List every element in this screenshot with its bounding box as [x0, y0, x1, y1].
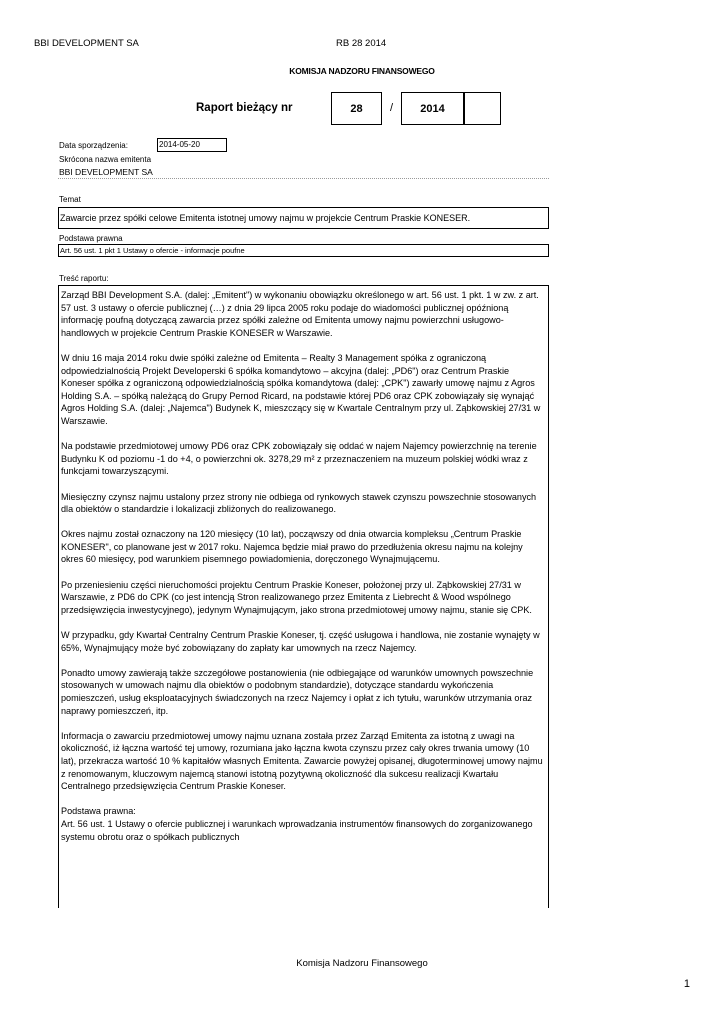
- content-paragraph: W dniu 16 maja 2014 roku dwie spółki zależne od Emitenta – Realty 3 Management spółka z ograniczoną odpowiedzialnością Projekt Developerski 6 spółka komandytowo – akcyjna (dalej: „PD6") oraz Centrum Praskie Koneser spółka z ograniczoną odpowiedzialnością spółka komandytowa (dalej: „CPK") zawarły umowę najmu z Agros Holding S.A. – spółką należącą do Grupy Pernod Ricard, na podstawie której PD6 oraz CPK zobowiązały się wynająć Agros Holding S.A. (dalej: „Najemca") Budynek K, mieszczący się w Kwartale Centralnym przy ul. Ząbkowskiej 27/31 w Warszawie.: [61, 352, 541, 426]
- content-paragraph: Miesięczny czynsz najmu ustalony przez strony nie odbiega od rynkowych stawek czynszu powszechnie stosowanych dla obiektów o standardzie i lokalizacji zbliżonych do realizowanego.: [61, 491, 537, 515]
- page-number: 1: [683, 978, 690, 990]
- content-paragraph: Okres najmu został oznaczony na 120 miesięcy (10 lat), począwszy od dnia otwarcia kompleksu „Centrum Praskie KONESER", co planowane jest w 2017 roku. Najemca będzie miał prawo do przedłużenia okresu najmu na kolejny okres 60 miesięcy, pod warunkiem pisemnego powiadomienia, doręczonego Wynajmującemu.: [61, 529, 523, 565]
- report-year-box: [401, 92, 464, 125]
- issuer-label: Skrócona nazwa emitenta: [59, 155, 152, 164]
- report-separator: /: [390, 102, 394, 114]
- report-number: 28: [350, 102, 363, 115]
- report-number-box: [331, 92, 382, 125]
- issuer-divider: [58, 178, 549, 179]
- report-extra-box: [464, 92, 501, 125]
- subject-field: Zawarcie przez spółki celowe Emitenta istotnej umowy najmu w projekcie Centrum Praskie KONESER.: [58, 207, 549, 229]
- report-title: Raport bieżący nr: [196, 102, 293, 114]
- closing-legal-value: Art. 56 ust. 1 Ustawy o ofercie publicznej i warunkach wprowadzania instrumentów finansowych do zorganizowanego systemu obrotu oraz o spółkach publicznych: [61, 818, 533, 842]
- report-content: [58, 285, 549, 908]
- legal-basis-label: Podstawa prawna: [59, 234, 123, 243]
- issuer-value: BBI DEVELOPMENT SA: [59, 167, 153, 177]
- content-paragraph: Zarząd BBI Development S.A. (dalej: „Emitent") w wykonaniu obowiązku określonego w art. 56 ust. 1 pkt. 1 w zw. z art. 57 ust. 3 ustawy o ofercie publicznej (…) z dnia 29 lipca 2005 roku podaje do wiadomości publicznej opóźnioną informację poufną dotyczącą zawarcia przez spółki zależne od Emitenta umowy najmu powierzchni usługowo-handlowych w projekcie Centrum Praskie KONESER w Warszawie.: [61, 290, 539, 338]
- footer-authority: Komisja Nadzoru Finansowego: [296, 958, 428, 969]
- subject-label: Temat: [59, 195, 81, 204]
- date-label: Data sporządzenia:: [59, 141, 128, 150]
- content-label: Treść raportu:: [59, 274, 109, 283]
- closing-legal-label: Podstawa prawna:: [61, 806, 136, 817]
- content-paragraph: Informacja o zawarciu przedmiotowej umowy najmu uznana została przez Zarząd Emitenta za istotną z uwagi na okoliczność, iż łączna wartość tej umowy, rozumiana jako łączna kwota czynszu przez cały okres trwania umowy (10 lat), przekracza wartość 10 % kapitałów własnych Emitenta. Zawarcie powyżej opisanej, długoterminowej umowy najmu z renomowanym, kluczowym najemcą stanowi istotną pozytywną okoliczność dla sukcesu realizacji Kwartału Centralnego przedsięwzięcia Centrum Praskie Koneser.: [61, 730, 543, 792]
- legal-basis-field: Art. 56 ust. 1 pkt 1 Ustawy o ofercie - informacje poufne: [58, 244, 549, 257]
- content-paragraph: Po przeniesieniu części nieruchomości projektu Centrum Praskie Koneser, położonej przy ul. Ząbkowskiej 27/31 w Warszawie, z PD6 do CPK (co jest intencją Stron realizowanego przez Emitenta z Liebrecht & Wood wspólnego przedsięwzięcia inwestycyjnego), jedynym Wynajmującym, jako strona przedmiotowej umowy najmu, stanie się CPK.: [61, 579, 532, 615]
- content-paragraph: Ponadto umowy zawierają także szczegółowe postanowienia (nie odbiegające od warunków umownych powszechnie stosowanych w umowach najmu dla obiektów o podobnym standardzie), dotyczące standardu wykończenia pomieszczeń, usług eksploatacyjnych świadczonych na rzecz Najemcy i opłat z ich tytułu, warunków utrzymania oraz naprawy pomieszczeń, itp.: [61, 667, 534, 716]
- report-year: 2014: [420, 102, 445, 115]
- report-code-header: RB 28 2014: [336, 38, 387, 49]
- date-field: 2014-05-20: [157, 138, 227, 152]
- company-header: BBI DEVELOPMENT SA: [34, 38, 139, 49]
- authority-title: KOMISJA NADZORU FINANSOWEGO: [289, 66, 435, 76]
- content-paragraph: Na podstawie przedmiotowej umowy PD6 oraz CPK zobowiązały się oddać w najem Najemcy powierzchnię na terenie Budynku K od poziomu -1 do +4, o powierzchni ok. 3278,29 m² z przeznaczeniem na muzeum polskiej wódki wraz z funkcjami towarzyszącymi.: [61, 441, 537, 477]
- content-paragraph: W przypadku, gdy Kwartał Centralny Centrum Praskie Koneser, tj. część usługowa i handlowa, nie zostanie wynajęty w 65%, Wynajmujący może być zobowiązany do zapłaty kar umownych na rzecz Najemcy.: [61, 630, 540, 653]
